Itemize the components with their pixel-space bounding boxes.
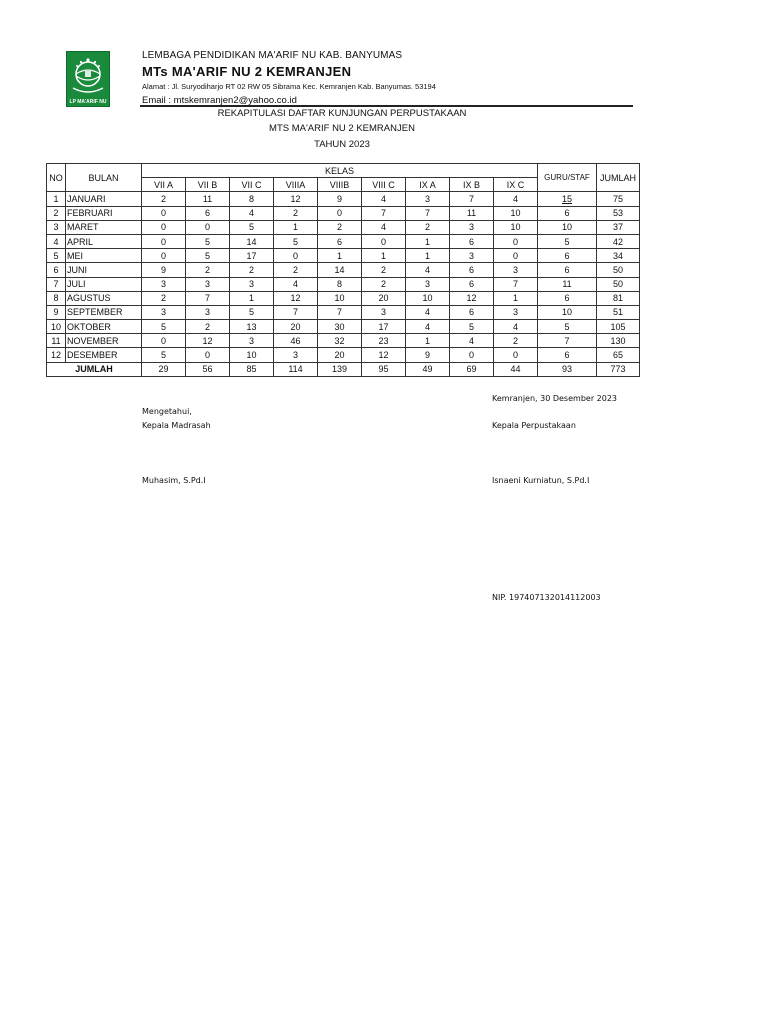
class-visit-count: 12 xyxy=(186,334,230,348)
class-visit-count: 6 xyxy=(450,234,494,248)
row-total: 81 xyxy=(597,291,640,305)
row-number: 12 xyxy=(47,348,66,362)
letterhead-divider xyxy=(140,105,633,107)
class-visit-count: 0 xyxy=(450,348,494,362)
class-visit-count: 10 xyxy=(494,220,538,234)
row-number: 6 xyxy=(47,263,66,277)
row-month: JULI xyxy=(66,277,142,291)
class-visit-count: 10 xyxy=(230,348,274,362)
row-month: AGUSTUS xyxy=(66,291,142,305)
table-row xyxy=(47,220,640,234)
class-visit-count: 7 xyxy=(406,206,450,220)
total-row xyxy=(47,362,640,376)
class-visit-count: 10 xyxy=(318,291,362,305)
class-visit-count: 3 xyxy=(450,249,494,263)
class-visit-count: 2 xyxy=(318,220,362,234)
class-visit-count: 8 xyxy=(230,192,274,206)
class-visit-count: 4 xyxy=(406,263,450,277)
row-number: 4 xyxy=(47,234,66,248)
table-row xyxy=(47,305,640,319)
class-visit-count: 12 xyxy=(362,348,406,362)
row-number: 11 xyxy=(47,334,66,348)
class-visit-count: 3 xyxy=(274,348,318,362)
class-visit-count: 1 xyxy=(406,234,450,248)
row-number: 9 xyxy=(47,305,66,319)
guru-staf-count: 7 xyxy=(538,334,597,348)
row-month: SEPTEMBER xyxy=(66,305,142,319)
school-email: Email : mtskemranjen2@yahoo.co.id xyxy=(142,95,297,106)
class-visit-count: 3 xyxy=(450,220,494,234)
header-jumlah: JUMLAH xyxy=(597,164,640,192)
class-visit-count: 3 xyxy=(406,277,450,291)
class-visit-count: 1 xyxy=(274,220,318,234)
row-month: MARET xyxy=(66,220,142,234)
class-visit-count: 3 xyxy=(230,277,274,291)
class-visit-count: 4 xyxy=(450,334,494,348)
right-signatory-role: Kepala Perpustakaan xyxy=(492,421,576,430)
class-visit-count: 5 xyxy=(142,320,186,334)
class-visit-count: 12 xyxy=(274,192,318,206)
row-total: 65 xyxy=(597,348,640,362)
row-number: 8 xyxy=(47,291,66,305)
class-visit-count: 4 xyxy=(406,320,450,334)
class-visit-count: 2 xyxy=(362,263,406,277)
class-visit-count: 0 xyxy=(142,249,186,263)
class-visit-count: 4 xyxy=(362,192,406,206)
class-total: 69 xyxy=(450,362,494,376)
header-class: VII B xyxy=(186,178,230,192)
class-visit-count: 2 xyxy=(274,263,318,277)
guru-staf-count: 6 xyxy=(538,206,597,220)
class-visit-count: 2 xyxy=(230,263,274,277)
class-visit-count: 1 xyxy=(494,291,538,305)
header-kelas: KELAS xyxy=(142,164,538,178)
class-visit-count: 6 xyxy=(450,277,494,291)
left-signatory-role: Kepala Madrasah xyxy=(142,421,211,430)
class-visit-count: 1 xyxy=(406,334,450,348)
class-total: 29 xyxy=(142,362,186,376)
document-subtitle: MTS MA'ARIF NU 2 KEMRANJEN xyxy=(269,123,415,134)
table-row xyxy=(47,192,640,206)
class-visit-count: 46 xyxy=(274,334,318,348)
class-total: 114 xyxy=(274,362,318,376)
class-visit-count: 9 xyxy=(318,192,362,206)
class-visit-count: 14 xyxy=(318,263,362,277)
class-visit-count: 13 xyxy=(230,320,274,334)
class-visit-count: 17 xyxy=(230,249,274,263)
row-total: 75 xyxy=(597,192,640,206)
class-visit-count: 4 xyxy=(406,305,450,319)
class-visit-count: 2 xyxy=(494,334,538,348)
guru-staf-count: 6 xyxy=(538,291,597,305)
class-visit-count: 3 xyxy=(186,277,230,291)
header-class: IX B xyxy=(450,178,494,192)
class-total: 139 xyxy=(318,362,362,376)
header-class: VIIIB xyxy=(318,178,362,192)
class-visit-count: 3 xyxy=(142,277,186,291)
class-visit-count: 0 xyxy=(142,234,186,248)
row-total: 42 xyxy=(597,234,640,248)
class-visit-count: 7 xyxy=(274,305,318,319)
class-visit-count: 5 xyxy=(450,320,494,334)
total-label: JUMLAH xyxy=(47,362,142,376)
class-visit-count: 11 xyxy=(450,206,494,220)
row-total: 53 xyxy=(597,206,640,220)
class-visit-count: 5 xyxy=(274,234,318,248)
class-visit-count: 0 xyxy=(186,220,230,234)
row-month: FEBRUARI xyxy=(66,206,142,220)
guru-staf-count: 6 xyxy=(538,348,597,362)
class-visit-count: 3 xyxy=(362,305,406,319)
guru-staf-count: 10 xyxy=(538,305,597,319)
row-total: 37 xyxy=(597,220,640,234)
organization-name: LEMBAGA PENDIDIKAN MA'ARIF NU KAB. BANYUMAS xyxy=(142,50,403,61)
class-total: 49 xyxy=(406,362,450,376)
guru-staf-count: 15 xyxy=(538,192,597,206)
right-signatory-nip: NIP. 197407132014112003 xyxy=(492,593,601,602)
table-row xyxy=(47,249,640,263)
class-visit-count: 0 xyxy=(142,334,186,348)
header-class: VII C xyxy=(230,178,274,192)
row-number: 7 xyxy=(47,277,66,291)
row-total: 50 xyxy=(597,277,640,291)
class-visit-count: 0 xyxy=(494,234,538,248)
class-visit-count: 3 xyxy=(494,305,538,319)
visit-recap-table xyxy=(46,163,640,377)
row-total: 105 xyxy=(597,320,640,334)
class-visit-count: 3 xyxy=(494,263,538,277)
class-visit-count: 3 xyxy=(230,334,274,348)
class-visit-count: 4 xyxy=(274,277,318,291)
left-signatory-name: Muhasim, S.Pd.I xyxy=(142,476,206,485)
class-visit-count: 17 xyxy=(362,320,406,334)
class-visit-count: 2 xyxy=(142,291,186,305)
class-visit-count: 10 xyxy=(406,291,450,305)
logo-caption: LP MA'ARIF NU xyxy=(69,99,107,105)
row-month: MEI xyxy=(66,249,142,263)
nu-emblem-icon xyxy=(67,52,109,106)
header-guru-staf: GURU/STAF xyxy=(538,164,597,192)
class-visit-count: 14 xyxy=(230,234,274,248)
class-visit-count: 20 xyxy=(362,291,406,305)
class-visit-count: 3 xyxy=(406,192,450,206)
class-visit-count: 23 xyxy=(362,334,406,348)
guru-staf-count: 11 xyxy=(538,277,597,291)
class-visit-count: 5 xyxy=(230,305,274,319)
class-visit-count: 0 xyxy=(142,220,186,234)
document-year: TAHUN 2023 xyxy=(314,139,370,150)
row-month: APRIL xyxy=(66,234,142,248)
row-number: 5 xyxy=(47,249,66,263)
class-visit-count: 4 xyxy=(362,220,406,234)
class-visit-count: 6 xyxy=(450,305,494,319)
guru-staf-count: 5 xyxy=(538,320,597,334)
class-visit-count: 4 xyxy=(230,206,274,220)
guru-staf-count: 6 xyxy=(538,249,597,263)
row-month: DESEMBER xyxy=(66,348,142,362)
class-visit-count: 5 xyxy=(186,234,230,248)
class-visit-count: 7 xyxy=(318,305,362,319)
class-visit-count: 0 xyxy=(494,249,538,263)
class-visit-count: 12 xyxy=(450,291,494,305)
place-date: Kemranjen, 30 Desember 2023 xyxy=(492,394,618,403)
class-visit-count: 7 xyxy=(362,206,406,220)
class-visit-count: 0 xyxy=(318,206,362,220)
class-total: 44 xyxy=(494,362,538,376)
header-bulan: BULAN xyxy=(66,164,142,192)
row-total: 50 xyxy=(597,263,640,277)
row-number: 1 xyxy=(47,192,66,206)
table-row xyxy=(47,206,640,220)
recap-body xyxy=(47,192,640,376)
row-month: JUNI xyxy=(66,263,142,277)
class-visit-count: 0 xyxy=(494,348,538,362)
class-total: 56 xyxy=(186,362,230,376)
class-visit-count: 3 xyxy=(186,305,230,319)
school-name: MTs MA'ARIF NU 2 KEMRANJEN xyxy=(142,64,352,79)
class-visit-count: 2 xyxy=(362,277,406,291)
class-visit-count: 3 xyxy=(142,305,186,319)
class-visit-count: 6 xyxy=(318,234,362,248)
class-visit-count: 5 xyxy=(186,249,230,263)
class-visit-count: 20 xyxy=(274,320,318,334)
class-visit-count: 2 xyxy=(142,192,186,206)
school-address: Alamat : Jl. Suryodiharjo RT 02 RW 05 Sibrama Kec. Kemranjen Kab. Banyumas. 53194 xyxy=(142,82,436,91)
grand-total: 773 xyxy=(597,362,640,376)
header-class: IX A xyxy=(406,178,450,192)
class-visit-count: 6 xyxy=(186,206,230,220)
acknowledged-label: Mengetahui, xyxy=(142,407,192,416)
class-visit-count: 9 xyxy=(406,348,450,362)
right-signatory-name: Isnaeni Kurniatun, S.Pd.I xyxy=(492,476,590,485)
class-visit-count: 0 xyxy=(274,249,318,263)
row-total: 130 xyxy=(597,334,640,348)
class-visit-count: 2 xyxy=(406,220,450,234)
guru-staf-count: 6 xyxy=(538,263,597,277)
table-row xyxy=(47,277,640,291)
class-visit-count: 7 xyxy=(450,192,494,206)
row-month: JANUARI xyxy=(66,192,142,206)
header-no: NO xyxy=(47,164,66,192)
table-row xyxy=(47,234,640,248)
class-visit-count: 0 xyxy=(362,234,406,248)
class-visit-count: 1 xyxy=(318,249,362,263)
table-row xyxy=(47,334,640,348)
row-month: NOVEMBER xyxy=(66,334,142,348)
table-row xyxy=(47,291,640,305)
class-visit-count: 1 xyxy=(406,249,450,263)
class-visit-count: 1 xyxy=(362,249,406,263)
class-visit-count: 4 xyxy=(494,192,538,206)
row-month: OKTOBER xyxy=(66,320,142,334)
class-visit-count: 11 xyxy=(186,192,230,206)
row-number: 2 xyxy=(47,206,66,220)
class-visit-count: 2 xyxy=(274,206,318,220)
class-visit-count: 0 xyxy=(186,348,230,362)
class-total: 85 xyxy=(230,362,274,376)
row-total: 51 xyxy=(597,305,640,319)
class-total: 95 xyxy=(362,362,406,376)
header-class: VIII C xyxy=(362,178,406,192)
header-class: VIIIA xyxy=(274,178,318,192)
guru-staf-count: 5 xyxy=(538,234,597,248)
class-visit-count: 20 xyxy=(318,348,362,362)
header-class: IX C xyxy=(494,178,538,192)
class-visit-count: 1 xyxy=(230,291,274,305)
class-visit-count: 10 xyxy=(494,206,538,220)
class-visit-count: 5 xyxy=(230,220,274,234)
guru-staf-total: 93 xyxy=(538,362,597,376)
class-visit-count: 30 xyxy=(318,320,362,334)
document-title: REKAPITULASI DAFTAR KUNJUNGAN PERPUSTAKAAN xyxy=(217,108,467,119)
row-number: 3 xyxy=(47,220,66,234)
table-row xyxy=(47,263,640,277)
class-visit-count: 12 xyxy=(274,291,318,305)
class-visit-count: 6 xyxy=(450,263,494,277)
class-visit-count: 2 xyxy=(186,263,230,277)
table-row xyxy=(47,348,640,362)
class-visit-count: 4 xyxy=(494,320,538,334)
class-visit-count: 32 xyxy=(318,334,362,348)
class-visit-count: 9 xyxy=(142,263,186,277)
class-visit-count: 7 xyxy=(494,277,538,291)
class-visit-count: 0 xyxy=(142,206,186,220)
header-class: VII A xyxy=(142,178,186,192)
class-visit-count: 7 xyxy=(186,291,230,305)
table-row xyxy=(47,320,640,334)
guru-staf-count: 10 xyxy=(538,220,597,234)
class-visit-count: 5 xyxy=(142,348,186,362)
row-number: 10 xyxy=(47,320,66,334)
row-total: 34 xyxy=(597,249,640,263)
school-logo xyxy=(66,51,110,107)
class-visit-count: 2 xyxy=(186,320,230,334)
class-visit-count: 8 xyxy=(318,277,362,291)
